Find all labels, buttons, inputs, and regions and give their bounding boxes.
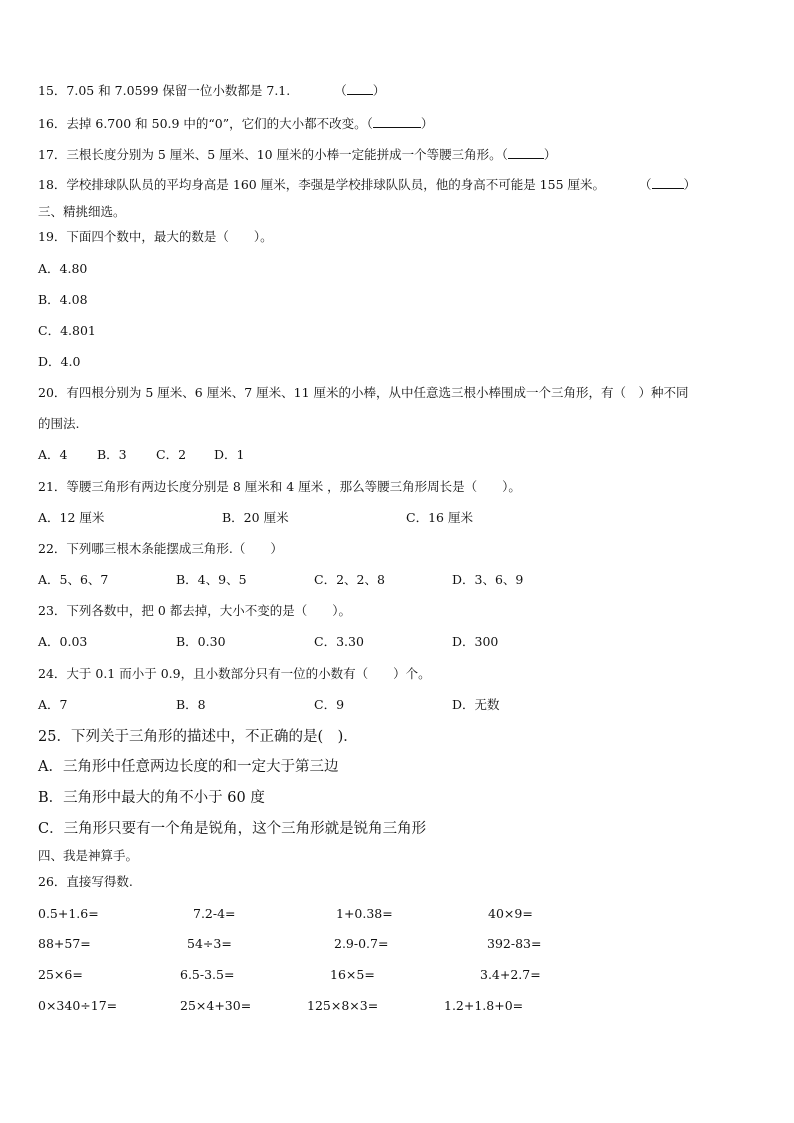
q22-option-c[interactable]: C．2、2、8 bbox=[314, 572, 385, 587]
q22-option-a[interactable]: A．5、6、7 bbox=[38, 572, 109, 587]
paren-close: ） bbox=[372, 83, 386, 98]
calc-item: 3.4+2.7= bbox=[480, 967, 541, 982]
q20-option-c[interactable]: C．2 bbox=[156, 447, 187, 462]
question-23-stem: 23．下列各数中，把 0 都去掉，大小不变的是（ ）。 bbox=[38, 603, 352, 618]
question-21-stem: 21．等腰三角形有两边长度分别是 8 厘米和 4 厘米 ，那么等腰三角形周长是（ ）。 bbox=[38, 479, 521, 494]
paren-open: （ bbox=[366, 116, 373, 131]
calc-item: 0.5+1.6= bbox=[38, 906, 99, 921]
calc-item: 0×340÷17= bbox=[38, 998, 118, 1013]
q24-option-b[interactable]: B．8 bbox=[176, 697, 206, 712]
question-number: 16． bbox=[38, 116, 67, 131]
paren-open: （ bbox=[639, 177, 652, 192]
q22-option-d[interactable]: D．3、6、9 bbox=[452, 572, 524, 587]
q24-option-a[interactable]: A．7 bbox=[38, 697, 68, 712]
q25-option-a[interactable]: A．三角形中任意两边长度的和一定大于第三边 bbox=[38, 759, 339, 775]
question-number: 15． bbox=[38, 83, 67, 98]
answer-blank[interactable] bbox=[347, 83, 373, 95]
question-16 bbox=[38, 116, 433, 132]
calc-item: 392-83= bbox=[487, 936, 542, 951]
question-20-stem-line2: 的围法. bbox=[38, 416, 80, 431]
q19-option-c[interactable]: C．4.801 bbox=[38, 323, 96, 338]
question-15 bbox=[38, 83, 385, 99]
q20-option-d[interactable]: D．1 bbox=[214, 447, 245, 462]
q23-option-b[interactable]: B．0.30 bbox=[176, 634, 226, 649]
calc-item: 40×9= bbox=[488, 906, 533, 921]
answer-blank[interactable] bbox=[373, 116, 421, 128]
question-text: 三根长度分别为 5 厘米、5 厘米、10 厘米的小棒一定能拼成一个等腰三角形。 bbox=[66, 147, 502, 162]
question-text: 学校排球队队员的平均身高是 160 厘米，李强是学校排球队队员，他的身高不可能是 155 厘米。 bbox=[66, 177, 606, 192]
q19-option-a[interactable]: A．4.80 bbox=[38, 261, 88, 276]
q21-option-a[interactable]: A．12 厘米 bbox=[38, 510, 105, 525]
q22-option-b[interactable]: B．4、9、5 bbox=[176, 572, 247, 587]
question-17 bbox=[38, 147, 556, 163]
question-24-stem: 24．大于 0.1 而小于 0.9，且小数部分只有一位的小数有（ ）个。 bbox=[38, 666, 431, 681]
calc-item: 1+0.38= bbox=[336, 906, 393, 921]
question-18 bbox=[38, 177, 696, 193]
paren-open: （ bbox=[334, 83, 347, 98]
calc-item: 7.2-4= bbox=[193, 906, 236, 921]
question-number: 17． bbox=[38, 147, 67, 162]
calc-item: 54÷3= bbox=[187, 936, 232, 951]
q19-option-d[interactable]: D．4.0 bbox=[38, 354, 81, 369]
answer-blank[interactable] bbox=[508, 147, 544, 159]
q21-option-b[interactable]: B．20 厘米 bbox=[222, 510, 289, 525]
question-25-stem: 25．下列关于三角形的描述中，不正确的是( )． bbox=[38, 729, 358, 745]
section-title-4: 四、我是神算手。 bbox=[38, 848, 139, 863]
q24-option-d[interactable]: D．无数 bbox=[452, 697, 500, 712]
section-title-3: 三、精挑细选。 bbox=[38, 204, 126, 219]
calc-item: 2.9-0.7= bbox=[334, 936, 389, 951]
calc-item: 125×8×3= bbox=[307, 998, 379, 1013]
question-text: 去掉 6.700 和 50.9 中的“0”，它们的大小都不改变。 bbox=[66, 116, 367, 131]
paren-close: ） bbox=[543, 147, 557, 162]
q23-option-c[interactable]: C．3.30 bbox=[314, 634, 364, 649]
answer-blank[interactable] bbox=[652, 177, 684, 189]
question-26-stem: 26．直接写得数. bbox=[38, 874, 133, 889]
q20-option-a[interactable]: A．4 bbox=[38, 447, 68, 462]
paren-open: （ bbox=[501, 147, 508, 162]
q25-option-c[interactable]: C．三角形只要有一个角是锐角，这个三角形就是锐角三角形 bbox=[38, 821, 427, 837]
question-text: 7.05 和 7.0599 保留一位小数都是 7.1. bbox=[66, 83, 291, 98]
q23-option-a[interactable]: A．0.03 bbox=[38, 634, 88, 649]
calc-item: 88+57= bbox=[38, 936, 91, 951]
calc-item: 6.5-3.5= bbox=[180, 967, 235, 982]
question-number: 18． bbox=[38, 177, 67, 192]
calc-item: 25×6= bbox=[38, 967, 83, 982]
calc-item: 25×4+30= bbox=[180, 998, 252, 1013]
q24-option-c[interactable]: C．9 bbox=[314, 697, 345, 712]
q21-option-c[interactable]: C．16 厘米 bbox=[406, 510, 473, 525]
paren-close: ） bbox=[420, 116, 434, 131]
calc-item: 1.2+1.8+0= bbox=[444, 998, 524, 1013]
q25-option-b[interactable]: B．三角形中最大的角不小于 60 度 bbox=[38, 790, 265, 806]
paren-close: ） bbox=[683, 177, 697, 192]
question-19-stem: 19．下面四个数中，最大的数是（ ）。 bbox=[38, 229, 273, 244]
question-20-stem-line1: 20．有四根分别为 5 厘米、6 厘米、7 厘米、11 厘米的小棒，从中任意选三根小棒围成一个三角形，有（ ）种不同 bbox=[38, 385, 689, 400]
q23-option-d[interactable]: D．300 bbox=[452, 634, 499, 649]
question-22-stem: 22．下列哪三根木条能摆成三角形.（ ） bbox=[38, 541, 283, 556]
q19-option-b[interactable]: B．4.08 bbox=[38, 292, 88, 307]
q20-option-b[interactable]: B．3 bbox=[97, 447, 127, 462]
calc-item: 16×5= bbox=[330, 967, 375, 982]
